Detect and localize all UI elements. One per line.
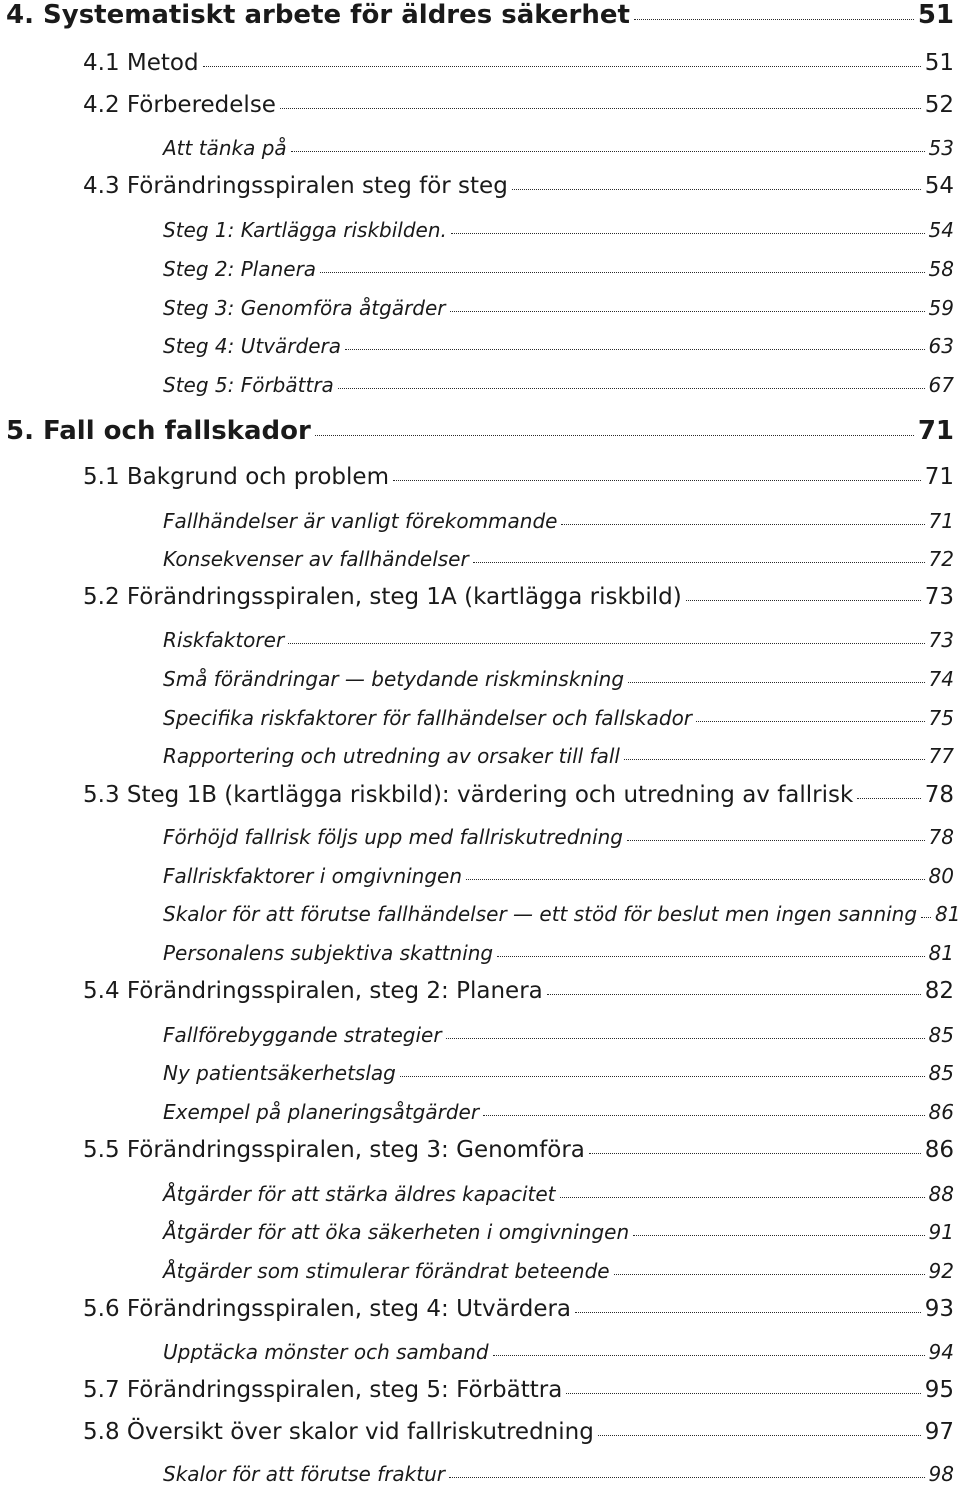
dot-leader bbox=[633, 1235, 924, 1236]
toc-entry-title: Upptäcka mönster och samband bbox=[163, 1340, 489, 1364]
toc-entry-title: Fallriskfaktorer i omgivningen bbox=[163, 864, 463, 888]
dot-leader bbox=[921, 917, 931, 918]
toc-page-number: 52 bbox=[924, 92, 954, 118]
toc-page-number: 81 bbox=[928, 941, 954, 965]
toc-entry-title: 5.6 Förändringsspiralen, steg 4: Utvärdera bbox=[83, 1296, 572, 1322]
toc-entry-chapter[interactable] bbox=[6, 418, 954, 444]
toc-entry-chapter[interactable] bbox=[6, 2, 954, 28]
toc-entry-section[interactable] bbox=[83, 1379, 954, 1402]
dot-leader bbox=[446, 1038, 925, 1039]
toc-page-number: 78 bbox=[924, 782, 954, 808]
dot-leader bbox=[575, 1312, 921, 1313]
toc-entry-title: Exempel på planeringsåtgärder bbox=[163, 1100, 480, 1124]
toc-entry-title: Specifika riskfaktorer för fallhändelser och fallskador bbox=[163, 706, 693, 730]
toc-page-number: 93 bbox=[924, 1296, 954, 1322]
toc-entry-title: 5.2 Förändringsspiralen, steg 1A (kartlägga riskbild) bbox=[83, 584, 682, 610]
dot-leader bbox=[628, 682, 925, 683]
dot-leader bbox=[280, 108, 921, 109]
toc-page-number: 54 bbox=[924, 173, 954, 199]
toc-page-number: 77 bbox=[928, 744, 954, 768]
toc-page-number: 91 bbox=[928, 1220, 954, 1244]
dot-leader bbox=[561, 524, 924, 525]
dot-leader bbox=[624, 759, 925, 760]
toc-entry-title: Steg 1: Kartlägga riskbilden. bbox=[163, 218, 447, 242]
toc-entry-title: Riskfaktorer bbox=[163, 628, 285, 652]
toc-page-number: 98 bbox=[928, 1462, 954, 1486]
toc-entry-subsection[interactable] bbox=[163, 827, 954, 847]
dot-leader bbox=[560, 1197, 925, 1198]
toc-entry-subsection[interactable] bbox=[163, 220, 954, 240]
dot-leader bbox=[400, 1076, 925, 1077]
toc-entry-subsection[interactable] bbox=[163, 549, 954, 569]
toc-entry-title: Åtgärder som stimulerar förändrat beteende bbox=[163, 1259, 610, 1283]
toc-entry-subsection[interactable] bbox=[163, 866, 954, 886]
toc-entry-subsection[interactable] bbox=[163, 375, 954, 395]
toc-entry-title: 5. Fall och fallskador bbox=[6, 416, 311, 446]
toc-entry-title: Ny patientsäkerhetslag bbox=[163, 1061, 396, 1085]
toc-entry-title: Åtgärder för att stärka äldres kapacitet bbox=[163, 1182, 556, 1206]
toc-entry-title: 4.2 Förberedelse bbox=[83, 92, 276, 118]
toc-page-number: 54 bbox=[928, 218, 954, 242]
toc-page-number: 63 bbox=[928, 334, 954, 358]
toc-entry-subsection[interactable] bbox=[163, 669, 954, 689]
toc-page-number: 92 bbox=[928, 1259, 954, 1283]
toc-entry-title: 4. Systematiskt arbete för äldres säkerhet bbox=[6, 0, 630, 30]
toc-page-number: 86 bbox=[924, 1137, 954, 1163]
toc-page-number: 81 bbox=[935, 902, 960, 926]
toc-entry-subsection[interactable] bbox=[163, 1025, 954, 1045]
toc-page-number: 86 bbox=[928, 1100, 954, 1124]
toc-entry-subsection[interactable] bbox=[163, 1184, 954, 1204]
toc-page-number: 58 bbox=[928, 257, 954, 281]
toc-page-number: 97 bbox=[924, 1419, 954, 1445]
toc-page-number: 95 bbox=[924, 1377, 954, 1403]
toc-entry-title: Rapportering och utredning av orsaker till fall bbox=[163, 744, 620, 768]
toc-page-number: 94 bbox=[928, 1340, 954, 1364]
toc-page-number: 71 bbox=[924, 464, 954, 490]
toc-entry-section[interactable] bbox=[83, 52, 954, 75]
toc-page-number: 73 bbox=[928, 628, 954, 652]
toc-entry-subsection[interactable] bbox=[163, 511, 954, 531]
toc-entry-section[interactable] bbox=[83, 784, 954, 807]
toc-entry-section[interactable] bbox=[83, 94, 954, 117]
toc-page-number: 73 bbox=[924, 584, 954, 610]
toc-entry-subsection[interactable] bbox=[163, 336, 954, 356]
toc-entry-subsection[interactable] bbox=[163, 708, 954, 728]
toc-entry-title: 5.8 Översikt över skalor vid fallriskutredning bbox=[83, 1419, 594, 1445]
toc-entry-title: Förhöjd fallrisk följs upp med fallriskutredning bbox=[163, 825, 623, 849]
toc-entry-section[interactable] bbox=[83, 175, 954, 198]
dot-leader bbox=[634, 19, 914, 20]
toc-entry-title: Att tänka på bbox=[163, 136, 287, 160]
toc-entry-title: Steg 4: Utvärdera bbox=[163, 334, 341, 358]
toc-entry-title: 5.7 Förändringsspiralen, steg 5: Förbättra bbox=[83, 1377, 563, 1403]
dot-leader bbox=[589, 1153, 921, 1154]
toc-entry-title: Åtgärder för att öka säkerheten i omgivningen bbox=[163, 1220, 630, 1244]
dot-leader bbox=[696, 721, 925, 722]
toc-page-number: 51 bbox=[917, 0, 954, 30]
toc-entry-title: Små förändringar — betydande riskminskning bbox=[163, 667, 625, 691]
dot-leader bbox=[203, 66, 921, 67]
toc-page-number: 74 bbox=[928, 667, 954, 691]
dot-leader bbox=[473, 562, 925, 563]
dot-leader bbox=[483, 1115, 925, 1116]
toc-page-number: 88 bbox=[928, 1182, 954, 1206]
dot-leader bbox=[338, 388, 925, 389]
toc-entry-subsection[interactable] bbox=[163, 1102, 954, 1122]
dot-leader bbox=[320, 272, 925, 273]
dot-leader bbox=[493, 1355, 925, 1356]
toc-entry-subsection[interactable] bbox=[163, 1222, 954, 1242]
dot-leader bbox=[512, 189, 921, 190]
dot-leader bbox=[393, 480, 921, 481]
toc-entry-subsection[interactable] bbox=[163, 259, 954, 279]
toc-entry-title: 5.3 Steg 1B (kartlägga riskbild): värdering och utredning av fallrisk bbox=[83, 782, 854, 808]
dot-leader bbox=[291, 151, 925, 152]
toc-page-number: 75 bbox=[928, 706, 954, 730]
toc-page-number: 71 bbox=[928, 509, 954, 533]
dot-leader bbox=[451, 233, 925, 234]
toc-entry-subsection[interactable] bbox=[163, 138, 954, 158]
toc-entry-title: Fallförebyggande strategier bbox=[163, 1023, 442, 1047]
toc-page-number: 85 bbox=[928, 1023, 954, 1047]
toc-entry-section[interactable] bbox=[83, 1298, 954, 1321]
dot-leader bbox=[598, 1435, 921, 1436]
dot-leader bbox=[449, 1477, 925, 1478]
dot-leader bbox=[497, 956, 924, 957]
toc-entry-title: 4.3 Förändringsspiralen steg för steg bbox=[83, 173, 508, 199]
dot-leader bbox=[288, 643, 924, 644]
toc-entry-subsection[interactable] bbox=[163, 1063, 954, 1083]
toc-entry-section[interactable] bbox=[83, 1421, 954, 1444]
toc-entry-section[interactable] bbox=[83, 466, 954, 489]
toc-page-number: 67 bbox=[928, 373, 954, 397]
dot-leader bbox=[686, 600, 921, 601]
toc-entry-title: Konsekvenser av fallhändelser bbox=[163, 547, 469, 571]
toc-page-number: 80 bbox=[928, 864, 954, 888]
toc-entry-section[interactable] bbox=[83, 1139, 954, 1162]
toc-entry-title: Steg 5: Förbättra bbox=[163, 373, 334, 397]
dot-leader bbox=[857, 798, 920, 799]
toc-entry-subsection[interactable] bbox=[163, 1261, 954, 1281]
toc-entry-subsection[interactable] bbox=[163, 298, 954, 318]
toc-entry-subsection[interactable] bbox=[163, 746, 954, 766]
dot-leader bbox=[547, 994, 921, 995]
dot-leader bbox=[450, 311, 925, 312]
toc-entry-subsection[interactable] bbox=[163, 1464, 954, 1484]
toc-page-number: 72 bbox=[928, 547, 954, 571]
toc-entry-subsection[interactable] bbox=[163, 902, 960, 926]
toc-entry-subsection[interactable] bbox=[163, 1342, 954, 1362]
dot-leader bbox=[627, 840, 925, 841]
toc-entry-title: 5.4 Förändringsspiralen, steg 2: Planera bbox=[83, 978, 543, 1004]
toc-entry-title: Fallhändelser är vanligt förekommande bbox=[163, 509, 558, 533]
toc-entry-subsection[interactable] bbox=[163, 630, 954, 650]
toc-entry-section[interactable] bbox=[83, 586, 954, 609]
toc-entry-title: Personalens subjektiva skattning bbox=[163, 941, 494, 965]
dot-leader bbox=[466, 879, 925, 880]
toc-entry-title: Skalor för att förutse fallhändelser — ett stöd för beslut men ingen sanning bbox=[163, 902, 918, 926]
toc-entry-subsection[interactable] bbox=[163, 943, 954, 963]
toc-entry-title: Steg 3: Genomföra åtgärder bbox=[163, 296, 446, 320]
toc-page-number: 78 bbox=[928, 825, 954, 849]
dot-leader bbox=[345, 349, 925, 350]
toc-page-number: 51 bbox=[924, 50, 954, 76]
toc-entry-title: Steg 2: Planera bbox=[163, 257, 317, 281]
toc-page-number: 59 bbox=[928, 296, 954, 320]
toc-page-number: 53 bbox=[928, 136, 954, 160]
toc-entry-title: 5.1 Bakgrund och problem bbox=[83, 464, 389, 490]
dot-leader bbox=[566, 1393, 920, 1394]
dot-leader bbox=[315, 435, 914, 436]
toc-page-number: 85 bbox=[928, 1061, 954, 1085]
toc-entry-title: 4.1 Metod bbox=[83, 50, 199, 76]
dot-leader bbox=[614, 1274, 925, 1275]
toc-page-number: 82 bbox=[924, 978, 954, 1004]
toc-entry-title: Skalor för att förutse fraktur bbox=[163, 1462, 446, 1486]
toc-entry-section[interactable] bbox=[83, 980, 954, 1003]
toc-entry-title: 5.5 Förändringsspiralen, steg 3: Genomföra bbox=[83, 1137, 585, 1163]
toc-page-number: 71 bbox=[917, 416, 954, 446]
